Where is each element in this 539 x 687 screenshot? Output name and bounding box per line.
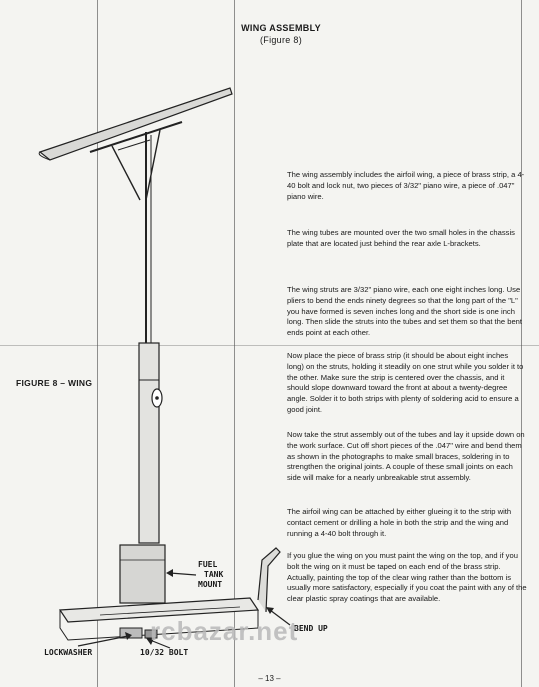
bent-up-strip <box>258 548 280 612</box>
callout-fuel-tank-mount <box>198 560 223 590</box>
callout-bolt: 10/32 BOLT <box>140 648 189 657</box>
paragraph-3 <box>287 285 527 339</box>
callout-line: MOUNT <box>198 580 223 589</box>
paragraph-7 <box>287 551 527 605</box>
watermark: rcbazar.net <box>150 616 299 646</box>
fuel-tank-mount <box>120 545 165 603</box>
page-number: – 13 – <box>258 674 281 683</box>
wing-tube <box>139 343 159 543</box>
paragraph-text: If you glue the wing on you must paint the wing on the top, and if you bolt the wing on it must be taped on each end of the brass strip. Actually, painting the top of the clear wing rather than the bottom is usually more satisfactory, especially if you coat the paint with any of the clear plastic spray coatings that are available. <box>287 551 527 604</box>
callout-lockwasher: LOCKWASHER <box>44 648 93 657</box>
paragraph-text: The wing tubes are mounted over the two small holes in the chassis plate that are located just behind the rear axle L-brackets. <box>287 228 515 248</box>
figure-label: FIGURE 8 – WING <box>16 378 93 388</box>
paragraph-2 <box>287 228 527 250</box>
paragraph-text: The airfoil wing can be attached by either glueing it to the strip with contact cement or drilling a hole in both the strip and the wing and running a 4-40 bolt through it. <box>287 507 512 538</box>
arrow-fuel-tank <box>170 573 196 575</box>
strut-left <box>112 146 140 200</box>
paragraph-text: The wing struts are 3/32" piano wire, each one eight inches long. Use pliers to bend the ends ninety degrees so that the long part of the "L" you have formed is seven inches long and the short side is one inch long. Then slide the struts into the tubes and set them so that the bent ends point at each other. <box>287 285 522 338</box>
section-subtitle: (Figure 8) <box>259 35 302 45</box>
callout-line: TANK <box>204 570 224 579</box>
callout-bend-up: BEND UP <box>294 624 328 633</box>
paragraph-text: Now take the strut assembly out of the tubes and lay it upside down on the work surface. Cut off short pieces of the .047" wire and bend them as shown in the photographs to make small braces, soldering in to strengthen the original joints. A couple of these small joints on each side will make for a nearly unbreakable strut assembly. <box>287 430 525 483</box>
paragraph-6 <box>287 507 527 539</box>
paragraph-4 <box>287 351 527 416</box>
paragraph-5 <box>287 430 527 484</box>
airfoil-wing <box>40 88 232 160</box>
section-title: WING ASSEMBLY <box>241 23 321 33</box>
callout-line: FUEL <box>198 560 218 569</box>
paragraph-text: Now place the piece of brass strip (it should be about eight inches long) on the struts, holding it steadily on one strut while you solder it to the other. Make sure the strip is centered over the chassis, and it should slope downward toward the front at about a twenty-degree angle. Solder it to both strips with plenty of soldering acid to ensure a good joint. <box>287 351 524 414</box>
paragraph-1 <box>287 170 527 202</box>
paragraph-text: The wing assembly includes the airfoil wing, a piece of brass strip, a 4-40 bolt and lock nut, two pieces of 3/32" piano wire, a piece of .047" piano wire. <box>287 170 525 201</box>
